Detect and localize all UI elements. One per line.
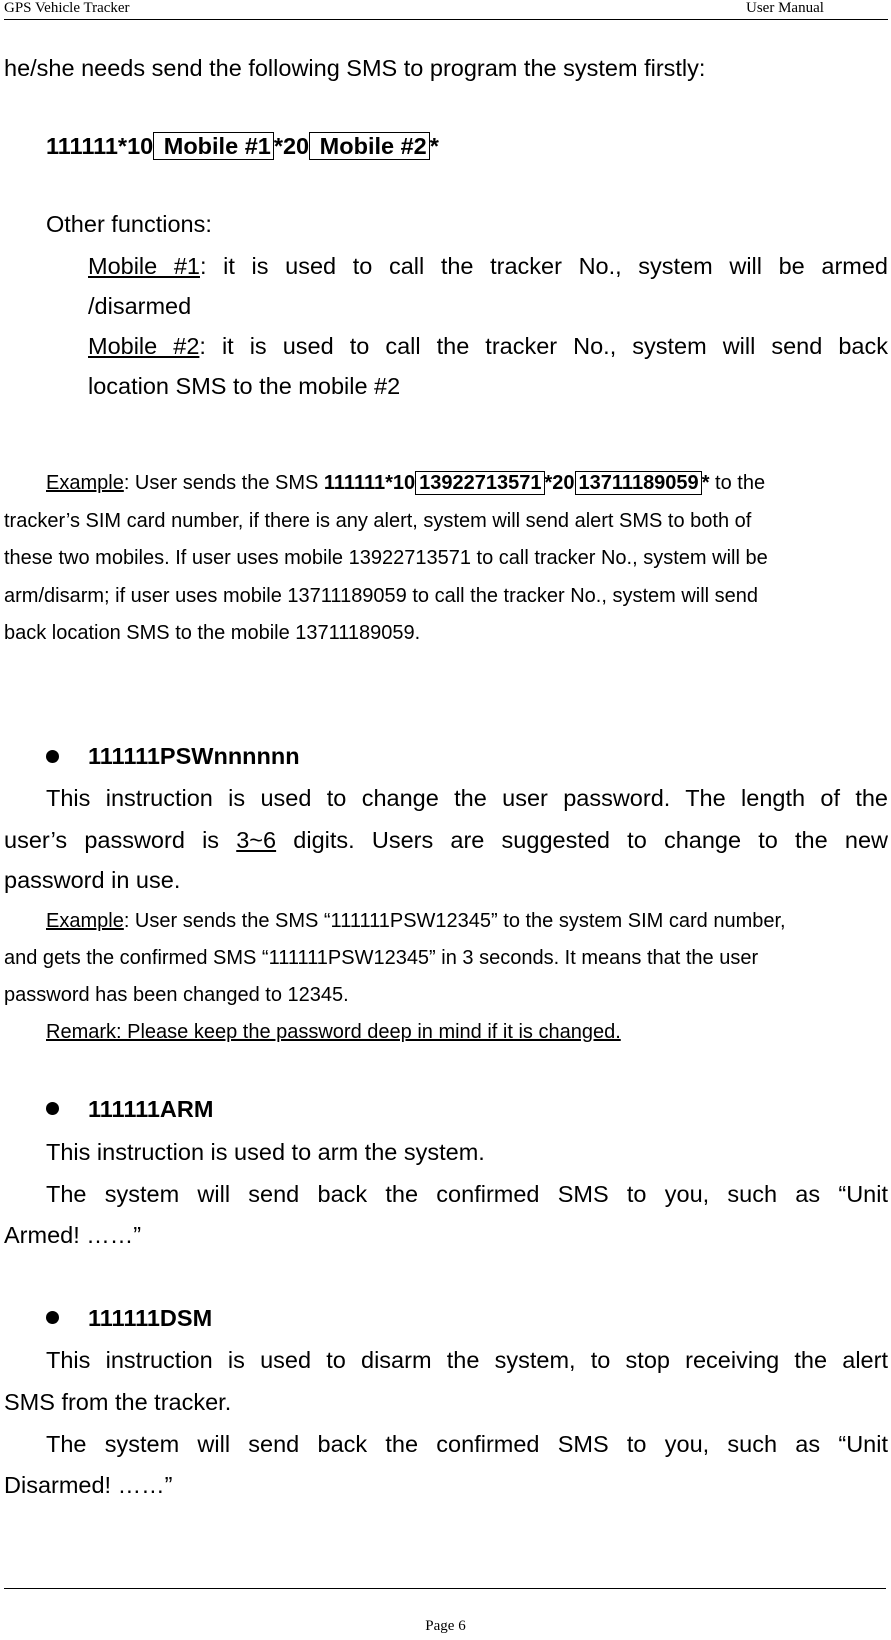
dsm-line-3: The system will send back the confirmed SMS to you, such as “Unit [46, 1431, 888, 1457]
psw-line-1: This instruction is used to change the user password. The length of the [46, 785, 888, 811]
page-header [4, 0, 888, 20]
mobile-1-desc-cont: /disarmed [88, 293, 192, 319]
example-1-line-2: tracker’s SIM card number, if there is any alert, system will send alert SMS to both of [4, 510, 752, 532]
psw-remark: Remark: Please keep the password deep in mind if it is changed. [46, 1021, 621, 1043]
bullet-psw [46, 750, 59, 763]
example-1-line-3: these two mobiles. If user uses mobile 13922713571 to call tracker No., system will be [4, 547, 768, 569]
psw-line-3: password in use. [4, 867, 181, 893]
psw-title: 111111PSWnnnnnn [88, 743, 300, 769]
psw-line-2-start: user’s password is [4, 827, 237, 853]
mobile-2-label: Mobile #2 [88, 333, 200, 359]
arm-line-3: Armed! ……” [4, 1222, 142, 1248]
mobile-1-box: Mobile #1 [153, 132, 274, 160]
dsm-title: 111111DSM [88, 1305, 213, 1331]
mobile-1-desc [88, 252, 888, 280]
other-functions-title: Other functions: [46, 211, 212, 237]
example-1-text-end: to the [709, 472, 766, 494]
psw-digits: 3~6 [236, 827, 277, 853]
example-1-line-1 [46, 470, 765, 496]
example-1-text: : User sends the SMS [123, 472, 324, 494]
footer-rule [4, 1588, 886, 1589]
psw-example-line-3: password has been changed to 12345. [4, 984, 349, 1006]
example-number-1-box: 13922713571 [415, 471, 544, 495]
header-manual: User Manual [746, 0, 824, 16]
example-1-code: 111111*10 [323, 472, 416, 494]
command-suffix: * [429, 133, 439, 159]
bullet-dsm [46, 1311, 59, 1324]
dsm-line-4: Disarmed! ……” [4, 1472, 173, 1498]
psw-example-label: Example [46, 910, 124, 932]
mobile-2-desc-cont: location SMS to the mobile #2 [88, 373, 401, 399]
command-prefix: 111111*10 [46, 133, 154, 159]
arm-title: 111111ARM [88, 1096, 214, 1122]
example-1-code-end: * [701, 472, 710, 494]
intro-text: he/she needs send the following SMS to program the system firstly: [4, 55, 706, 81]
command-mid: *20 [273, 133, 310, 159]
mobile-2-text: : it is used to call the tracker No., system will send back [199, 333, 888, 359]
example-1-line-5: back location SMS to the mobile 13711189059. [4, 622, 421, 644]
page-number: Page 6 [425, 1618, 466, 1634]
dsm-line-2: SMS from the tracker. [4, 1389, 232, 1415]
mobile-1-label: Mobile #1 [88, 253, 200, 279]
header-title: GPS Vehicle Tracker [4, 0, 130, 16]
example-1-code-mid: *20 [544, 472, 575, 494]
bullet-arm [46, 1102, 59, 1115]
dsm-line-1: This instruction is used to disarm the system, to stop receiving the alert [46, 1347, 888, 1373]
arm-line-2: The system will send back the confirmed SMS to you, such as “Unit [46, 1181, 888, 1207]
mobile-2-box: Mobile #2 [309, 132, 430, 160]
arm-line-1: This instruction is used to arm the system. [46, 1139, 485, 1165]
psw-example-line-2: and gets the confirmed SMS “111111PSW12345” in 3 seconds. It means that the user [4, 947, 759, 969]
psw-line-2 [4, 826, 888, 854]
example-number-2-box: 13711189059 [575, 471, 702, 495]
psw-line-2-end: digits. Users are suggested to change to the new [276, 827, 888, 853]
example-1-line-4: arm/disarm; if user uses mobile 13711189059 to call the tracker No., system will send [4, 585, 759, 607]
program-command [46, 132, 439, 160]
psw-example-text: : User sends the SMS “111111PSW12345” to the system SIM card number, [123, 910, 786, 932]
example-label: Example [46, 472, 124, 494]
mobile-1-text: : it is used to call the tracker No., system will be armed [200, 253, 888, 279]
psw-example-line-1 [46, 908, 786, 934]
mobile-2-desc [88, 332, 888, 360]
